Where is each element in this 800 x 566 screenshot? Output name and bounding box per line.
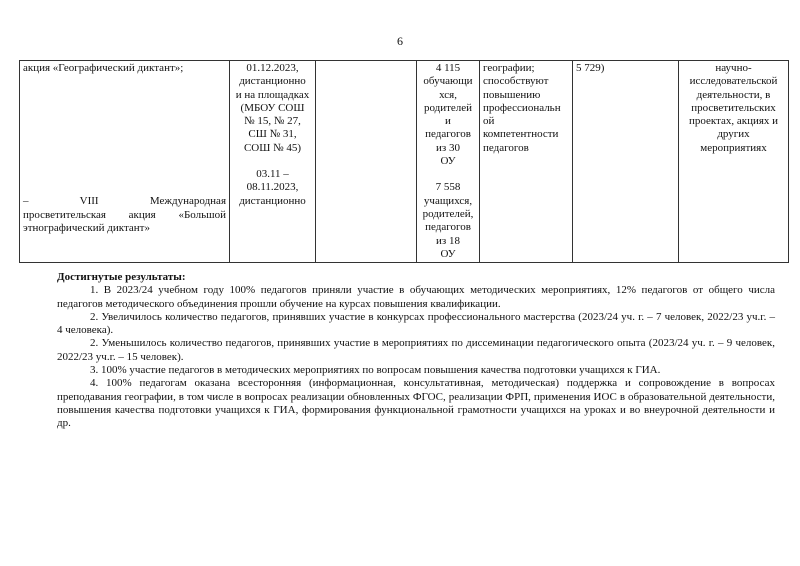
cell-line: 03.11 – [256,168,289,181]
cell-line: 7 558 [435,181,461,194]
cell-line: компетентности [483,128,559,141]
result-item: 1. В 2023/24 учебном году 100% педагогов приняли участие в обучающих методических мероприятиях, 12% педагогов от общего числа педагогов методического объединения прошли обучение на курсах повышения квалификации. [57,284,775,310]
cell-line: повышению [483,88,541,101]
date-format-cell [230,61,316,263]
cell-line: просветительских [691,101,776,114]
event-name-line: просветительская акция «Большой [23,208,226,221]
cell-line: родителей, [422,207,474,220]
events-table [19,60,789,263]
cell-line: дистанционно [239,75,306,88]
cell-line: учащихся, [423,194,473,207]
cell-line: способствуют [483,75,549,88]
cell-line: географии; [483,62,535,74]
cell-line: ОУ [440,247,456,260]
cell-line: 08.11.2023, [246,181,299,194]
cell-line: СОШ № 45) [243,141,302,154]
event-name-line: этнографический диктант» [23,221,150,234]
participants-cell [417,61,480,263]
cell-line: педагогов [425,221,471,234]
event-name-line: – VIII Международная [23,195,226,208]
cell-line: из 30 [436,141,460,154]
cell-line: родителей [423,101,473,114]
cell-line: проектах, акциях и [688,115,779,128]
results-heading: Достигнутые результаты: [57,271,186,283]
cell-line: (МБОУ СОШ [240,101,305,114]
cell-line: исследовательской [689,75,778,88]
cell-line: обучающи [423,75,473,88]
cell-line: научно- [715,62,752,74]
result-item: 4. 100% педагогам оказана всесторонняя (информационная, консультативная, методическая) поддержка и сопровождение в вопросах преподавания географии, в том числе в вопросах реализации обновленных ФГОС, реализации ФРП, применения ИОС в образовательной деятельности, повышения качества подготовки учащихся к ГИА, формирования функциональной грамотности учащихся на уроках и во внеурочной деятельности и др. [57,377,775,430]
empty-cell [316,61,417,263]
event-name-line: акция «Географический диктант»; [23,62,184,74]
results-section [57,271,775,431]
outcome-cell [480,61,573,263]
count-cell: 5 729) [573,61,679,263]
table-row [20,61,789,263]
result-item: 2. Уменьшилось количество педагогов, принявших участие в мероприятиях по диссеминации педагогического опыта (2023/24 уч. г. – 9 человек, 2022/23 уч.г. – 15 человек). [57,337,775,363]
cell-line: деятельности, в [696,88,771,101]
cell-line: и [445,115,451,128]
cell-line: СШ № 31, [248,128,297,141]
activity-cell [679,61,789,263]
cell-line: № 15, № 27, [244,115,301,128]
cell-line: педагогов [483,141,529,154]
cell-line: 4 115 [435,62,461,74]
cell-line: педагогов [425,128,471,141]
cell-line: других [717,128,750,141]
cell-line: ой [483,115,495,128]
cell-line: 01.12.2023, [246,62,299,74]
result-item: 2. Увеличилось количество педагогов, принявших участие в конкурсах профессионального мастерства (2023/24 уч. г. – 7 человек, 2022/23 уч.г. – 4 человека). [57,310,775,337]
cell-line: ОУ [440,155,456,168]
page-number: 6 [397,34,403,48]
event-name-cell [20,61,230,263]
cell-line: дистанционно [239,194,306,207]
cell-line: хся, [439,88,457,101]
cell-line: из 18 [436,234,460,247]
result-item: 3. 100% участие педагогов в методических мероприятиях по вопросам повышения качества подготовки учащихся к ГИА. [90,364,661,377]
cell-line: мероприятиях [700,141,767,154]
cell-line: и на площадках [235,88,310,101]
cell-line: профессиональн [483,101,561,114]
